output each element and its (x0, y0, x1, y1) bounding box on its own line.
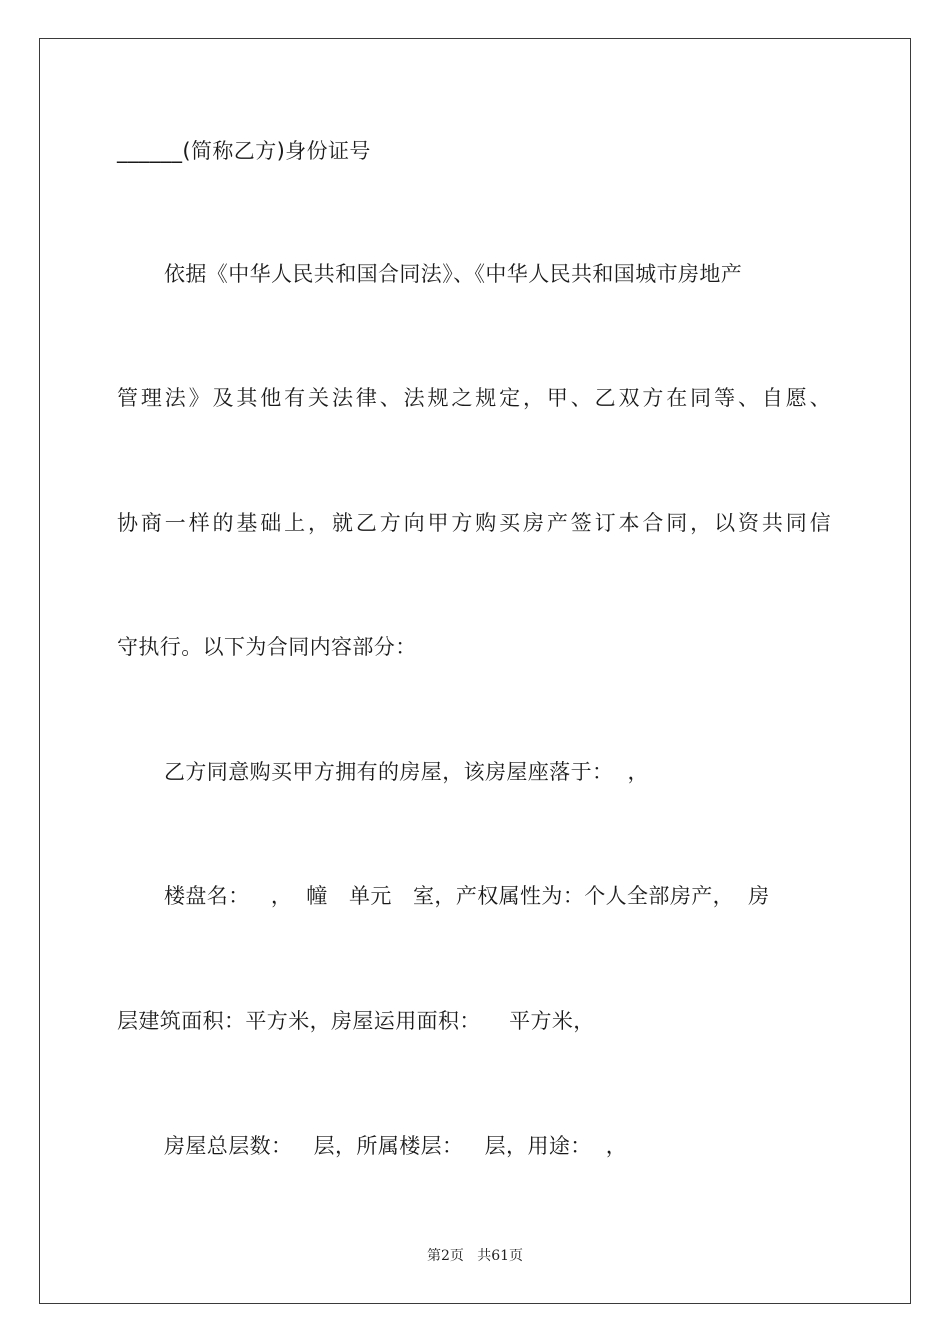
page-border (39, 38, 911, 1304)
text-line-building-name: 楼盘名： ， 幢 单元 室，产权属性为：个人全部房产， 房 (164, 884, 770, 908)
text-line-floor-area: 层建筑面积：平方米，房屋运用面积： 平方米， (117, 1009, 595, 1033)
text-line-legal-basis: 依据《中华人民共和国合同法》、《中华人民共和国城市房地产 (164, 262, 743, 286)
text-line-negotiation: 协商一样的基础上，就乙方向甲方购买房产签订本合同，以资共同信 (117, 511, 831, 535)
page-number-footer: 第2页 共61页 (426, 1248, 524, 1264)
text-line-buyer-id: ______(简称乙方)身份证号 (117, 139, 371, 163)
text-line-property-location: 乙方同意购买甲方拥有的房屋，该房屋座落于： ， (164, 760, 649, 784)
text-line-contract-content: 守执行。以下为合同内容部分： (117, 635, 417, 659)
text-line-legal-basis-cont: 管理法》及其他有关法律、法规之规定，甲、乙双方在同等、自愿、 (117, 386, 831, 410)
text-line-floor-count: 房屋总层数： 层，所属楼层： 层，用途： ， (164, 1134, 628, 1158)
